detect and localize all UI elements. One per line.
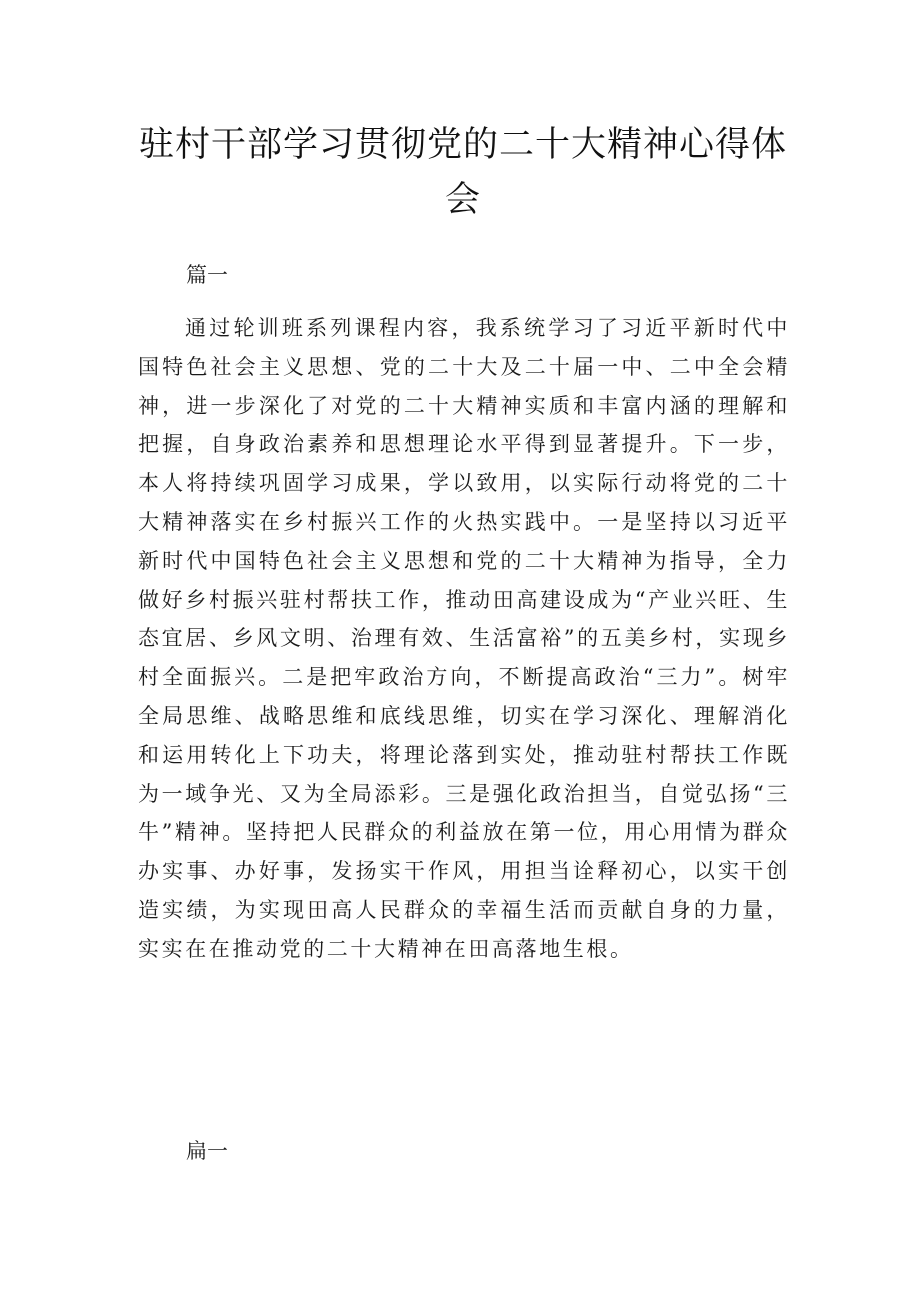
document-title: 驻村干部学习贯彻党的二十大精神心得体会	[138, 125, 787, 220]
section-body-1: 通过轮训班系列课程内容，我系统学习了习近平新时代中国特色社会主义思想、党的二十大及二十届一中、二中全会精神，进一步深化了对党的二十大精神实质和丰富内涵的理解和把握，自身政治素养和思想理论水平得到显著提升。下一步，本人将持续巩固学习成果，学以致用，以实际行动将党的二十大精神落实在乡村振兴工作的火热实践中。一是坚持以习近平新时代中国特色社会主义思想和党的二十大精神为指导，全力做好乡村振兴驻村帮扶工作，推动田高建设成为“产业兴旺、生态宜居、乡风文明、治理有效、生活富裕”的五美乡村，实现乡村全面振兴。二是把牢政治方向，不断提高政治“三力”。树牢全局思维、战略思维和底线思维，切实在学习深化、理解消化和运用转化上下功夫，将理论落到实处，推动驻村帮扶工作既为一域争光、又为全局添彩。三是强化政治担当，自觉弘扬“三牛”精神。坚持把人民群众的利益放在第一位，用心用情为群众办实事、办好事，发扬实干作风，用担当诠释初心，以实干创造实绩，为实现田高人民群众的幸福生活而贡献自身的力量，实实在在推动党的二十大精神在田高落地生根。	[138, 316, 790, 961]
section-heading-2: 扁一	[186, 1139, 228, 1163]
section-heading-1: 篇一	[186, 263, 228, 287]
